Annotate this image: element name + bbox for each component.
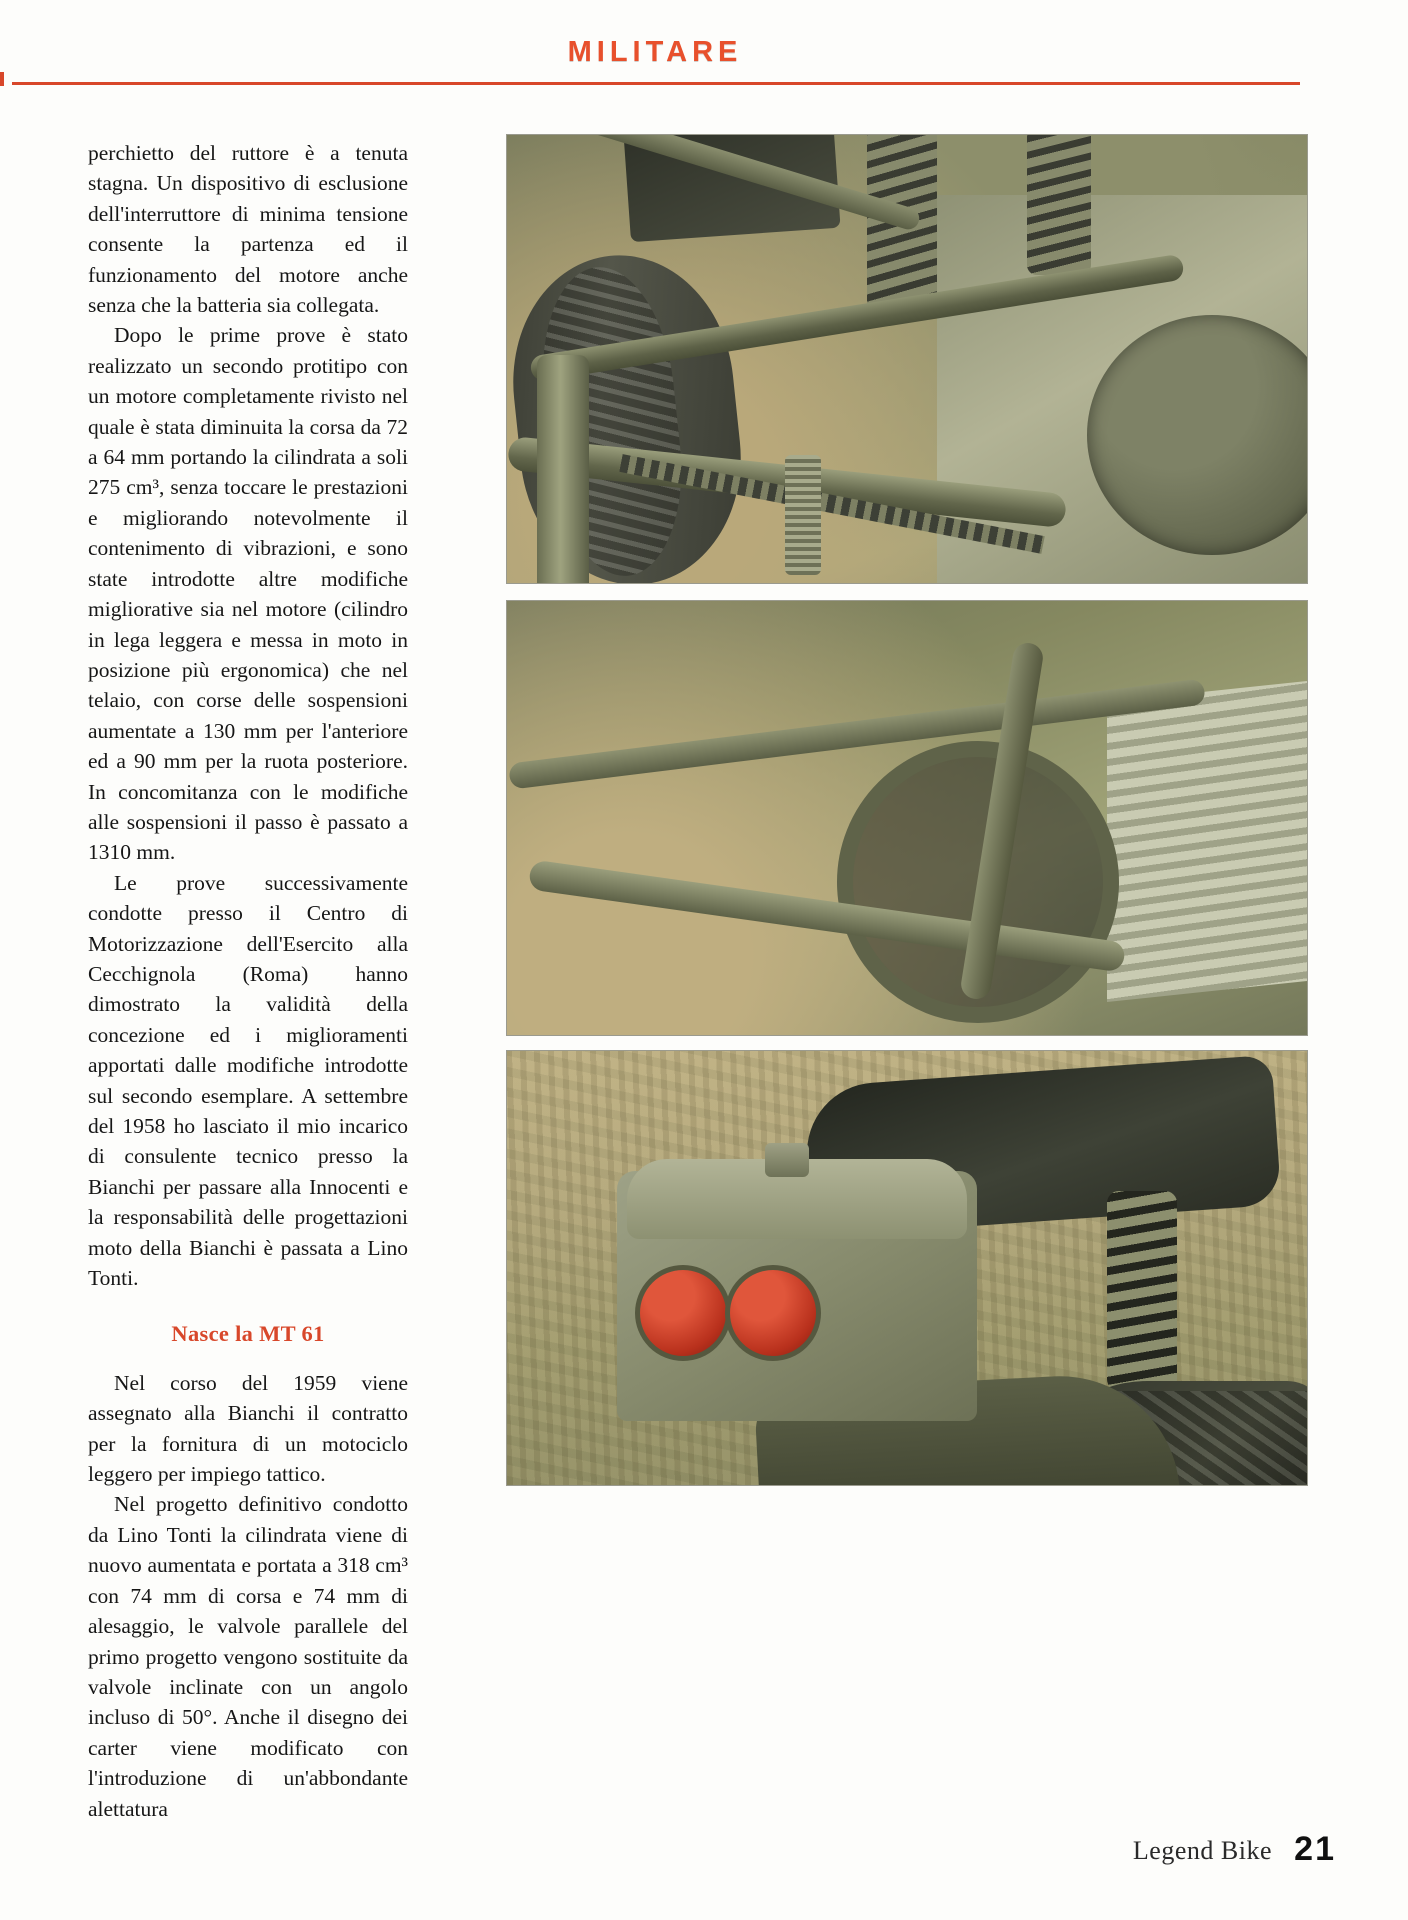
saddle-spring-shape — [1107, 1191, 1177, 1391]
section-title: MILITARE — [567, 36, 743, 68]
page-header — [0, 0, 1408, 96]
header-rule — [12, 82, 1300, 85]
engine-cover-shape — [1087, 315, 1308, 555]
paragraph-5: Nel progetto definitivo condotto da Lino Tonti la cilindrata viene di nuovo aumentata e portata a 318 cm³ con 74 mm di corsa e 74 mm di alesaggio, le valvole parallele del primo progetto vengono sostituite da valvole inclinate con un angolo incluso di 50°. Anche il disegno dei carter viene modificato con l'introduzione di un'abbondante alettatura — [88, 1492, 408, 1821]
article-subhead: Nasce la MT 61 — [171, 1321, 325, 1347]
cylinder-fins-shape — [1107, 680, 1308, 1002]
header-rule-tick — [0, 72, 4, 86]
taillight-seat-detail-photo — [506, 1050, 1308, 1486]
frame-suspension-detail-photo — [506, 600, 1308, 1036]
page-number: 21 — [1294, 1830, 1336, 1868]
filler-cap-shape — [765, 1143, 809, 1177]
magazine-name: Legend Bike — [1132, 1836, 1272, 1865]
paragraph-4: Nel corso del 1959 viene assegnato alla Bianchi il contratto per la fornitura di un motociclo leggero per impiego tattico. — [88, 1370, 408, 1487]
taillight-lens-right-shape — [725, 1265, 821, 1361]
article-text-column — [88, 138, 408, 1824]
suspension-spring-secondary-shape — [1027, 134, 1091, 275]
engine-frame-detail-photo — [506, 134, 1308, 584]
taillight-lens-left-shape — [635, 1265, 731, 1361]
ribbed-grip-shape — [785, 455, 821, 575]
page-footer — [0, 1828, 1408, 1888]
paragraph-2: Dopo le prime prove è stato realizzato un secondo protitipo con un motore completamente rivisto nel quale è stata diminuita la corsa da 72 a 64 mm portando la cilindrata a soli 275 cm³, senza toccare le prestazioni e migliorando notevolmente il contenimento di vibrazioni, e sono state introdotte altre modifiche migliorative sia nel motore (cilindro in lega leggera e messa in moto in posizione più ergonomica) che nel telaio, con corse delle sospensioni aumentate a 130 mm per l'anteriore ed a 90 mm per la ruota posteriore. In concomitanza con le modifiche alle sospensioni il passo è passato a 1310 mm. — [88, 323, 408, 865]
paragraph-3: Le prove successivamente condotte presso il Centro di Motorizzazione dell'Esercito alla Cecchignola (Roma) hanno dimostrato la validità della concezione ed i miglioramenti apportati dalle modifiche introdotte sul secondo esemplare. A settembre del 1958 ho lasciato il mio incarico di consulente tecnico presso la Bianchi per passare alla Innocenti e la responsabilità delle progettazioni moto della Bianchi è passata a Lino Tonti. — [88, 870, 408, 1291]
paragraph-1: perchietto del ruttore è a tenuta stagna. Un dispositivo di esclusione dell'interruttore di minima tensione consente la partenza ed il funzionamento del motore anche senza che la batteria sia collegata. — [88, 141, 408, 318]
shock-damper-shape — [537, 355, 589, 584]
engine-block-shape — [937, 195, 1307, 583]
